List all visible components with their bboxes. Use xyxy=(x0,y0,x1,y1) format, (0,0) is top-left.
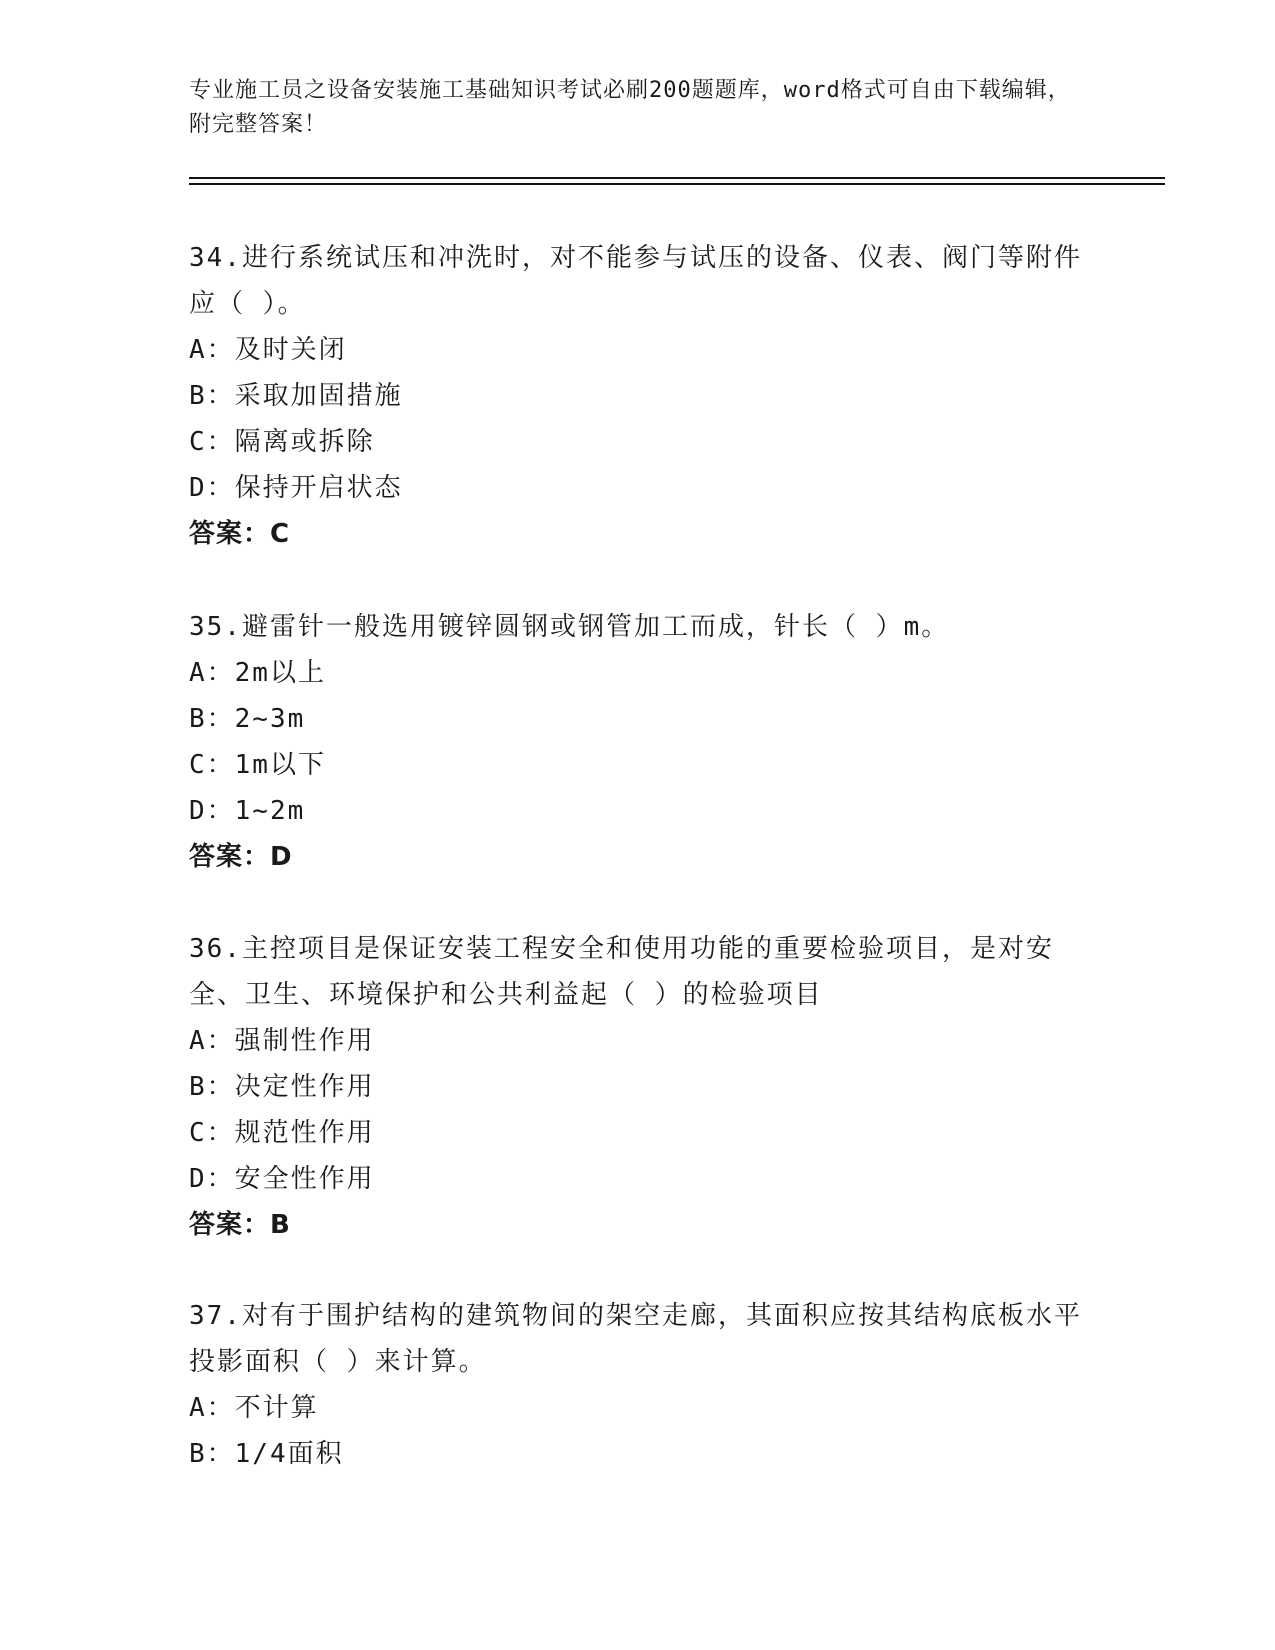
question-text: 34.进行系统试压和冲洗时，对不能参与试压的设备、仪表、阀门等附件应（ ）。 xyxy=(189,243,1082,319)
option-b: B：采取加固措施 xyxy=(189,381,403,411)
answer-line: 答案：B xyxy=(189,1210,291,1240)
document-header xyxy=(189,74,1089,142)
option-a: A：不计算 xyxy=(189,1393,319,1423)
option-a: A：及时关闭 xyxy=(189,335,347,365)
answer-line: 答案：D xyxy=(189,842,293,872)
question-text: 37.对有于围护结构的建筑物间的架空走廊，其面积应按其结构底板水平投影面积（ ）来计算。 xyxy=(189,1301,1082,1377)
option-d: D：安全性作用 xyxy=(189,1164,375,1194)
header-title: 专业施工员之设备安装施工基础知识考试必刷200题题库，word格式可自由下载编辑，附完整答案！ xyxy=(189,78,1071,137)
question-text: 35.避雷针一般选用镀锌圆钢或钢管加工而成，针长（ ）m。 xyxy=(189,612,950,642)
option-b: B：1/4面积 xyxy=(189,1439,344,1469)
option-a: A：强制性作用 xyxy=(189,1026,375,1056)
option-d: D：保持开启状态 xyxy=(189,473,403,503)
header-divider-top xyxy=(189,177,1165,179)
question-36 xyxy=(189,926,1089,1248)
answer-line: 答案：C xyxy=(189,519,291,549)
option-c: C：规范性作用 xyxy=(189,1118,375,1148)
question-34 xyxy=(189,235,1089,557)
option-b: B：决定性作用 xyxy=(189,1072,375,1102)
option-c: C：1m以下 xyxy=(189,750,326,780)
question-35 xyxy=(189,604,1089,880)
option-a: A：2m以上 xyxy=(189,658,326,688)
option-c: C：隔离或拆除 xyxy=(189,427,375,457)
header-divider-bottom xyxy=(189,183,1165,185)
option-b: B：2~3m xyxy=(189,704,306,734)
question-text: 36.主控项目是保证安装工程安全和使用功能的重要检验项目，是对安全、卫生、环境保护和公共利益起（ ）的检验项目 xyxy=(189,934,1054,1010)
question-37 xyxy=(189,1293,1089,1477)
option-d: D：1~2m xyxy=(189,796,306,826)
